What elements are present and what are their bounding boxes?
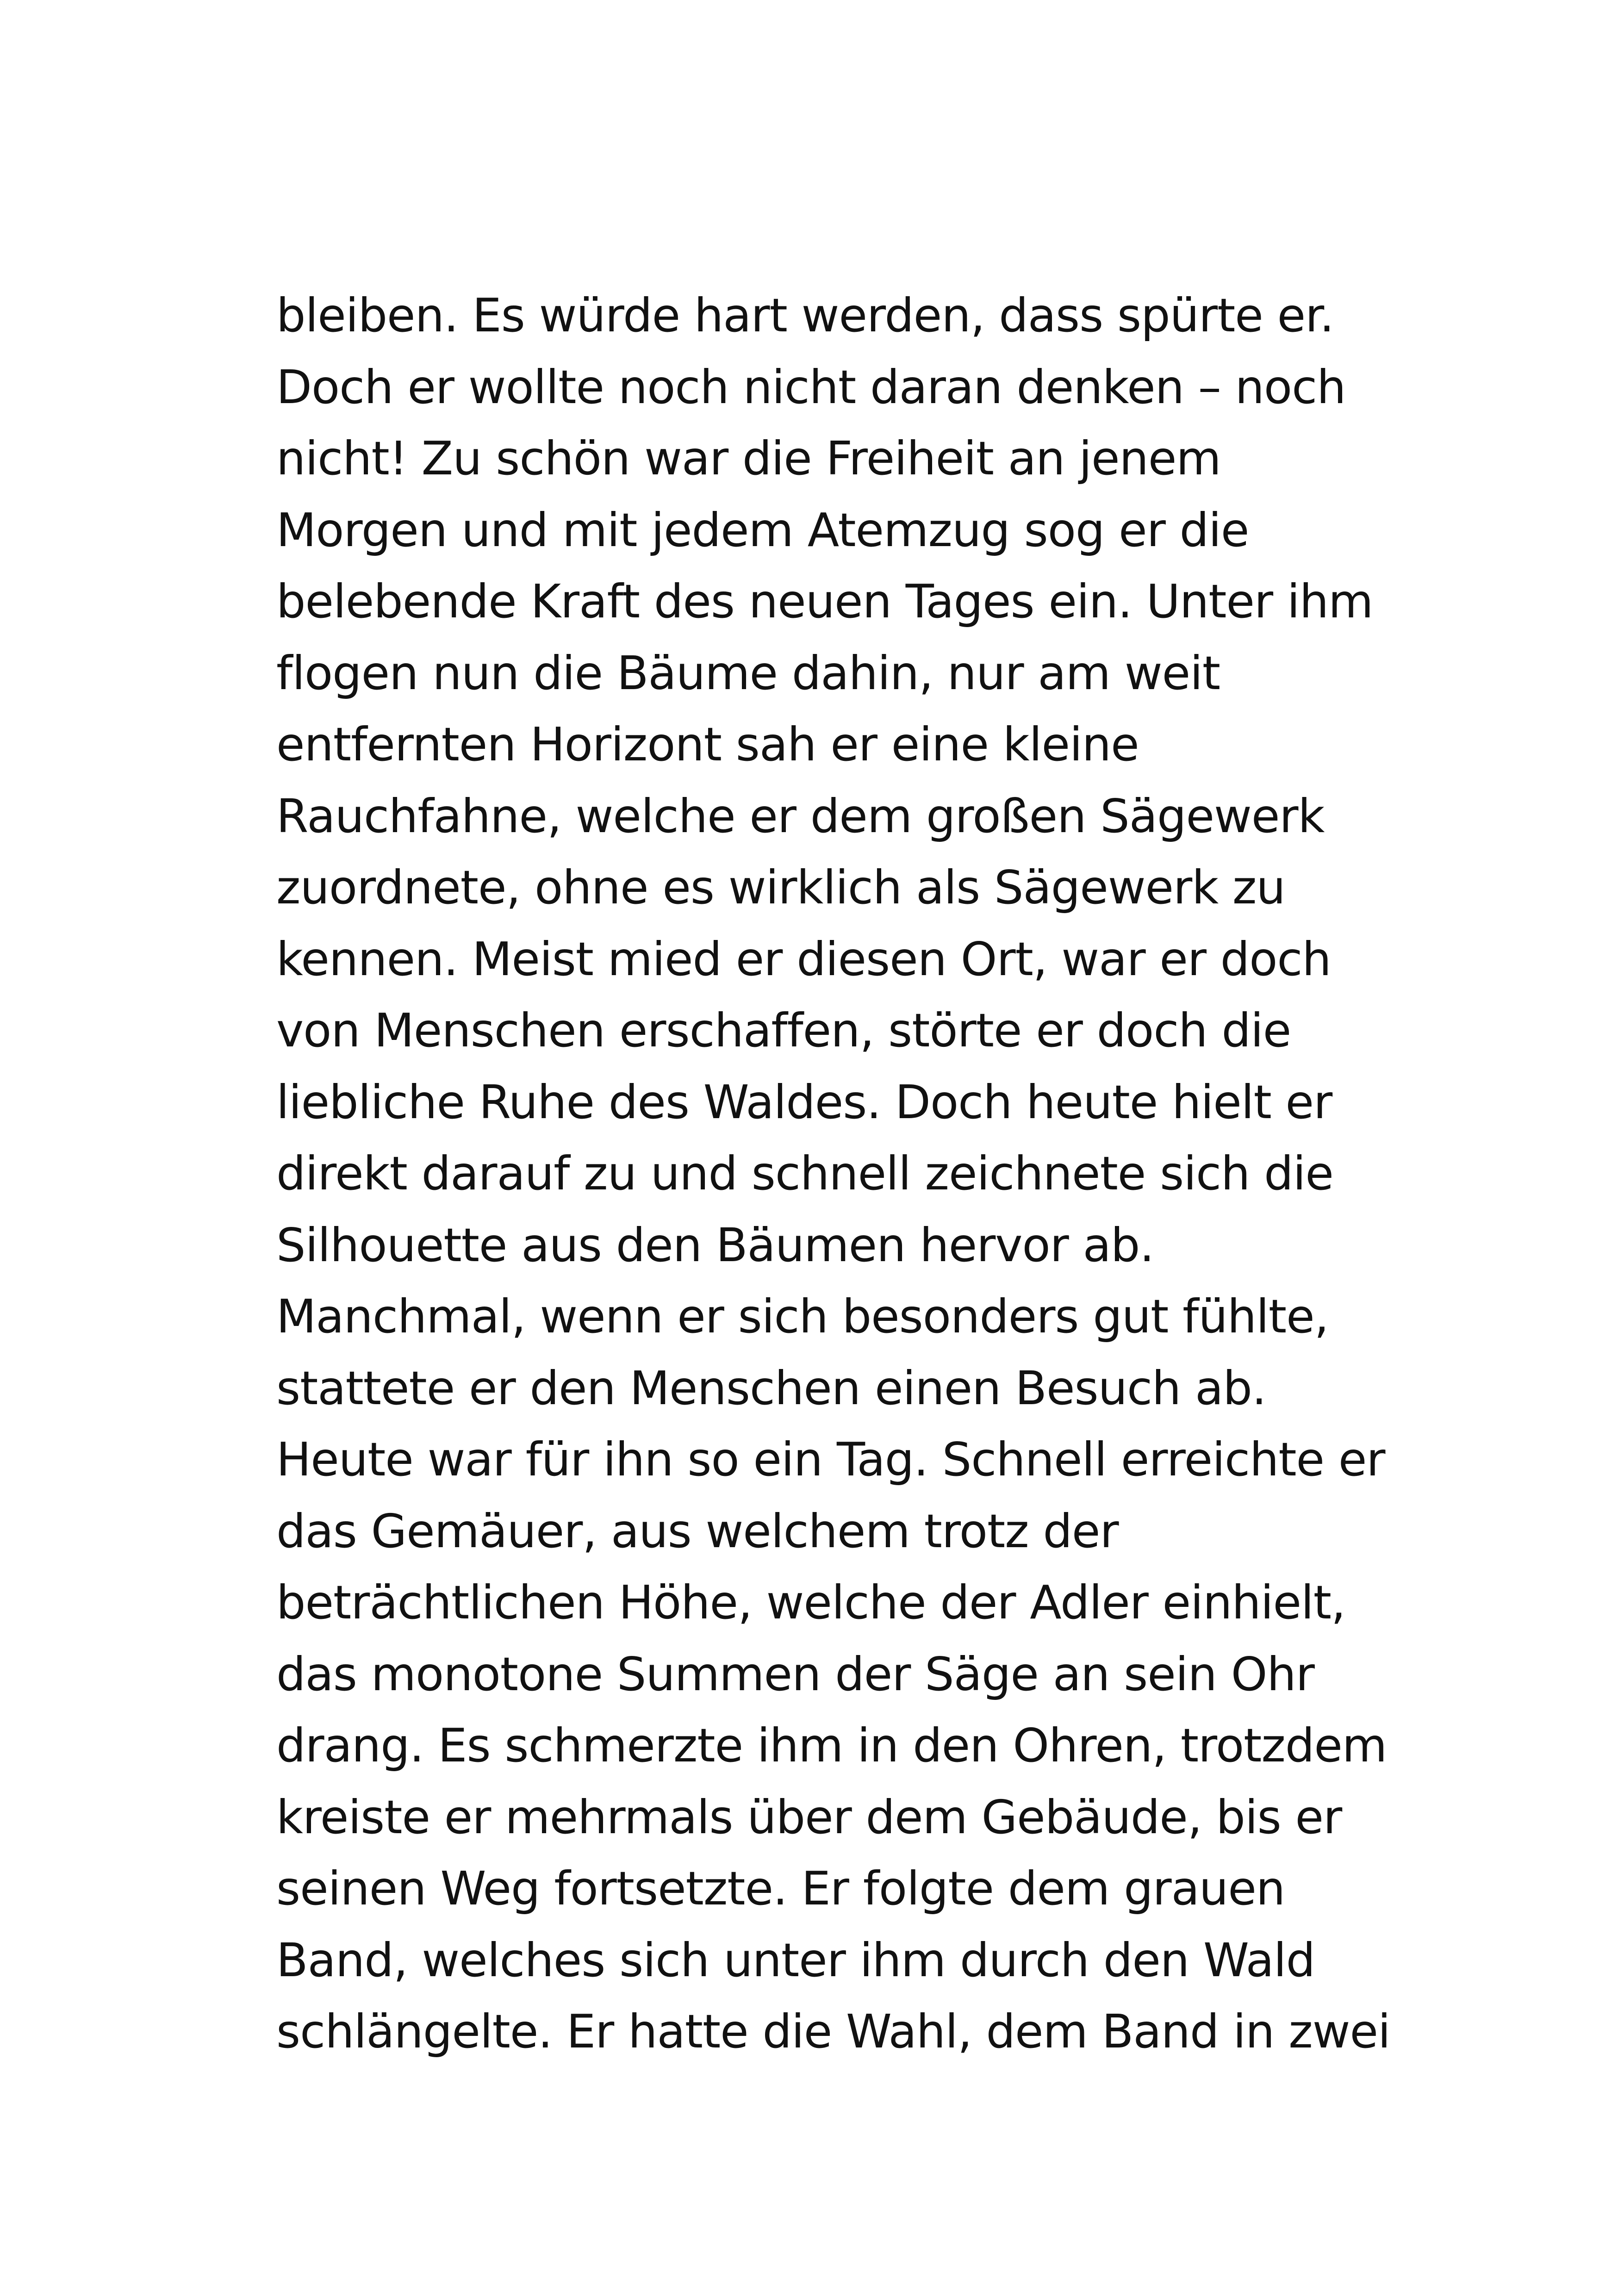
text-line: flogen nun die Bäume dahin, nur am weit [276,646,1220,700]
text-line: Heute war für ihn so ein Tag. Schnell erreichte er [276,1432,1385,1487]
text-line: von Menschen erschaffen, störte er doch die [276,1003,1291,1058]
text-line: beträchtlichen Höhe, welche der Adler einhielt, [276,1575,1345,1630]
text-line: stattete er den Menschen einen Besuch ab. [276,1361,1266,1415]
text-line: drang. Es schmerzte ihm in den Ohren, trotzdem [276,1718,1387,1773]
text-line: zuordnete, ohne es wirklich als Sägewerk zu [276,860,1285,915]
text-line: seinen Weg fortsetzte. Er folgte dem grauen [276,1861,1285,1916]
text-line: Band, welches sich unter ihm durch den Wald [276,1933,1315,1987]
text-line: kreiste er mehrmals über dem Gebäude, bis er [276,1790,1342,1844]
text-line: kennen. Meist mied er diesen Ort, war er doch [276,932,1331,986]
text-line: Rauchfahne, welche er dem großen Sägewerk [276,789,1325,843]
text-line: Morgen und mit jedem Atemzug sog er die [276,503,1249,557]
text-line: belebende Kraft des neuen Tages ein. Unter ihm [276,574,1373,628]
text-line: nicht! Zu schön war die Freiheit an jenem [276,431,1221,485]
text-line: das Gemäuer, aus welchem trotz der [276,1504,1119,1558]
text-line: liebliche Ruhe des Waldes. Doch heute hielt er [276,1075,1332,1129]
text-line: direkt darauf zu und schnell zeichnete sich die [276,1146,1333,1201]
text-line: Silhouette aus den Bäumen hervor ab. [276,1218,1154,1272]
body-text [276,280,1390,2068]
text-line: schlängelte. Er hatte die Wahl, dem Band in zwei [276,2004,1390,2059]
text-line: entfernten Horizont sah er eine kleine [276,717,1139,772]
text-line: Manchmal, wenn er sich besonders gut fühlte, [276,1289,1329,1344]
text-line: bleiben. Es würde hart werden, dass spürte er. [276,288,1334,342]
text-line: Doch er wollte noch nicht daran denken – noch [276,360,1346,414]
text-line: das monotone Summen der Säge an sein Ohr [276,1647,1314,1701]
